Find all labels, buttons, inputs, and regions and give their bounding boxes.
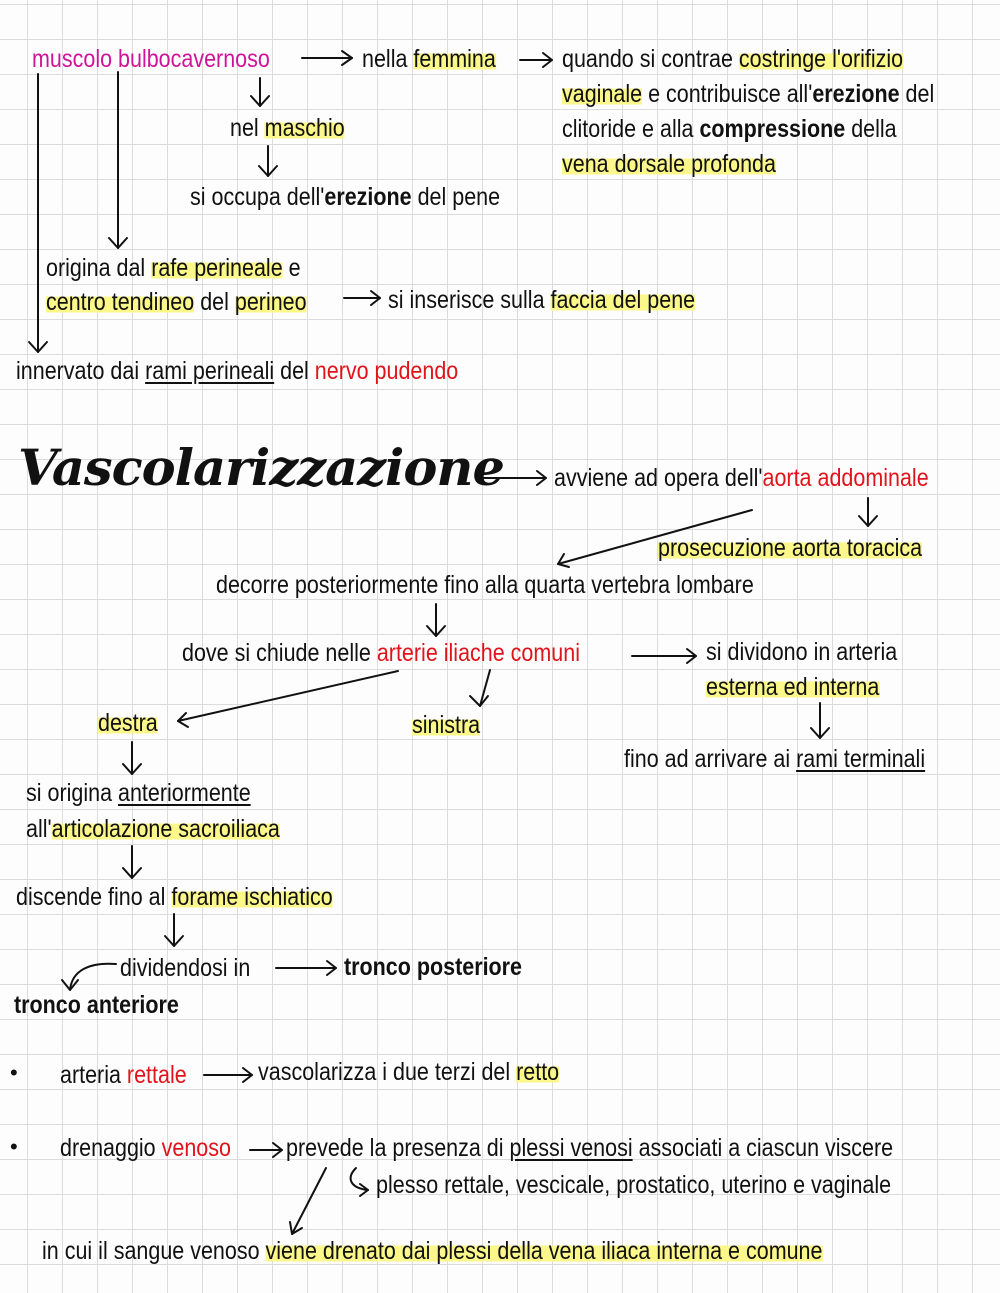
insertion: si inserisce sulla faccia del pene bbox=[388, 286, 696, 314]
female-desc-line2: vaginale e contribuisce all'erezione del bbox=[562, 80, 935, 108]
innervation: innervato dai rami perineali del nervo pudendo bbox=[16, 357, 459, 385]
female-label: nella femmina bbox=[362, 45, 496, 73]
rami-terminali: fino ad arrivare ai rami terminali bbox=[624, 745, 926, 773]
prosecuzione: prosecuzione aorta toracica bbox=[658, 534, 923, 562]
arteria-rettale: arteria rettale bbox=[60, 1061, 187, 1089]
tronco-anteriore: tronco anteriore bbox=[14, 991, 179, 1019]
rettale-desc: vascolarizza i due terzi del retto bbox=[258, 1058, 560, 1086]
discende: discende fino al forame ischiatico bbox=[16, 883, 333, 911]
muscle-title bbox=[32, 44, 270, 74]
iliac-line: dove si chiude nelle arterie iliache comuni bbox=[182, 639, 580, 667]
drenaggio-venoso: drenaggio venoso bbox=[60, 1134, 231, 1162]
sinistra-label: sinistra bbox=[412, 711, 481, 739]
sangue-venoso: in cui il sangue venoso viene drenato dai plessi della vena iliaca interna e comune bbox=[42, 1237, 823, 1265]
bullet-1: • bbox=[10, 1060, 18, 1085]
divide-line1: si dividono in arteria bbox=[706, 638, 898, 666]
decorre: decorre posteriormente fino alla quarta vertebra lombare bbox=[216, 571, 754, 599]
female-desc-line3: clitoride e alla compressione della bbox=[562, 115, 897, 143]
origin-line1: origina dal rafe perineale e bbox=[46, 254, 301, 282]
section-title: Vascolarizzazione bbox=[18, 438, 504, 497]
plesso-list: plesso rettale, vescicale, prostatico, uterino e vaginale bbox=[376, 1171, 892, 1199]
male-label: nel maschio bbox=[230, 114, 345, 142]
origina-line2: all'articolazione sacroiliaca bbox=[26, 815, 280, 843]
origin-line2: centro tendineo del perineo bbox=[46, 288, 307, 316]
aorta-line: avviene ad opera dell'aorta addominale bbox=[554, 464, 929, 492]
female-desc-line4: vena dorsale profonda bbox=[562, 150, 776, 178]
muscle-name: muscolo bulbocavernoso bbox=[32, 45, 270, 73]
prevede: prevede la presenza di plessi venosi associati a ciascun viscere bbox=[286, 1134, 894, 1162]
divide-line2: esterna ed interna bbox=[706, 673, 880, 701]
dividendosi: dividendosi in bbox=[120, 954, 251, 982]
bullet-2: • bbox=[10, 1134, 18, 1159]
female-desc-line1: quando si contrae costringe l'orifizio bbox=[562, 45, 904, 73]
tronco-posteriore: tronco posteriore bbox=[344, 953, 523, 981]
destra-label: destra bbox=[98, 709, 158, 737]
male-desc: si occupa dell'erezione del pene bbox=[190, 183, 501, 211]
origina-line1: si origina anteriormente bbox=[26, 779, 251, 807]
